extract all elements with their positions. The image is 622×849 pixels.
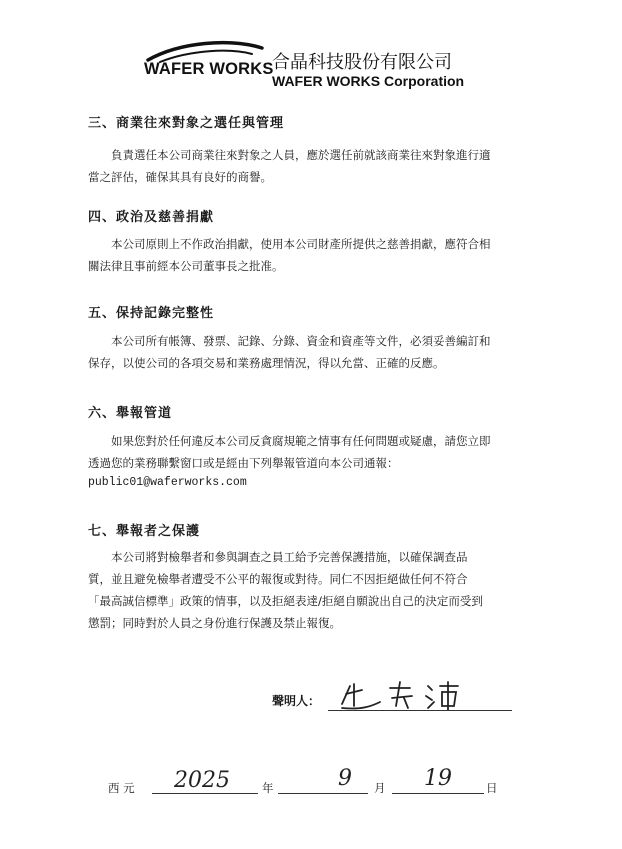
year-label: 年 [262, 781, 274, 795]
company-name-chinese: 合晶科技股份有限公司 [272, 52, 452, 73]
section-6-line-2: 透過您的業務聯繫窗口或是經由下列舉報管道向本公司通報： [88, 456, 399, 470]
handwritten-month: 9 [338, 766, 352, 791]
day-line [392, 793, 484, 794]
section-7-line-1: 本公司將對檢舉者和參與調查之員工給予完善保護措施，以確保調查品 [111, 550, 468, 564]
section-4-line-2: 關法律且事前經本公司董事長之批准。 [88, 259, 284, 273]
day-label: 日 [486, 781, 498, 795]
section-7-line-3: 「最高誠信標準」政策的情事，以及拒絕表達/拒絕自願說出自己的決定而受到 [88, 594, 483, 608]
section-heading-4: 四、政治及慈善捐獻 [88, 210, 215, 225]
section-heading-5: 五、保持記錄完整性 [88, 306, 215, 321]
section-body-7 [88, 546, 524, 634]
date-era-label: 西 元 [108, 781, 135, 795]
logo-text: WAFER WORKS [144, 60, 274, 78]
section-6-line-1: 如果您對於任何違反本公司反貪腐規範之情事有任何問題或疑慮，請您立即 [111, 434, 491, 448]
report-email-link[interactable]: public01@waferworks.com [88, 476, 247, 489]
section-7-line-4: 懲罰；同時對於人員之身份進行保護及禁止報復。 [88, 616, 341, 630]
company-name-english: WAFER WORKS Corporation [272, 73, 465, 89]
section-5-line-2: 保存，以使公司的各項交易和業務處理情況，得以允當、正確的反應。 [88, 356, 445, 370]
section-heading-7: 七、舉報者之保護 [88, 524, 201, 539]
section-heading-6: 六、舉報管道 [88, 406, 173, 421]
handwritten-day: 19 [424, 766, 452, 791]
month-label: 月 [374, 781, 386, 795]
signature-line [328, 710, 512, 711]
declarant-label: 聲明人： [272, 694, 321, 708]
section-body-5 [88, 330, 524, 374]
section-heading-3: 三、商業往來對象之選任與管理 [88, 116, 285, 131]
section-body-6 [88, 430, 524, 474]
section-3-line-2: 當之評估，確保其具有良好的商譽。 [88, 170, 272, 184]
section-4-line-1: 本公司原則上不作政治捐獻，使用本公司財產所提供之慈善捐獻，應符合相 [111, 237, 491, 251]
month-line [278, 793, 368, 794]
section-3-line-1: 負責選任本公司商業往來對象之人員，應於選任前就該商業往來對象進行適 [111, 148, 491, 162]
section-body-4 [88, 233, 524, 277]
section-5-line-1: 本公司所有帳簿、發票、記錄、分錄、資金和資產等文件，必須妥善編訂和 [111, 334, 491, 348]
section-body-3 [88, 144, 524, 188]
year-line [152, 793, 258, 794]
handwritten-signature [332, 676, 482, 714]
section-7-line-2: 質，並且避免檢舉者遭受不公平的報復或對待。同仁不因拒絕做任何不符合 [88, 572, 468, 586]
handwritten-year: 2025 [174, 768, 230, 793]
